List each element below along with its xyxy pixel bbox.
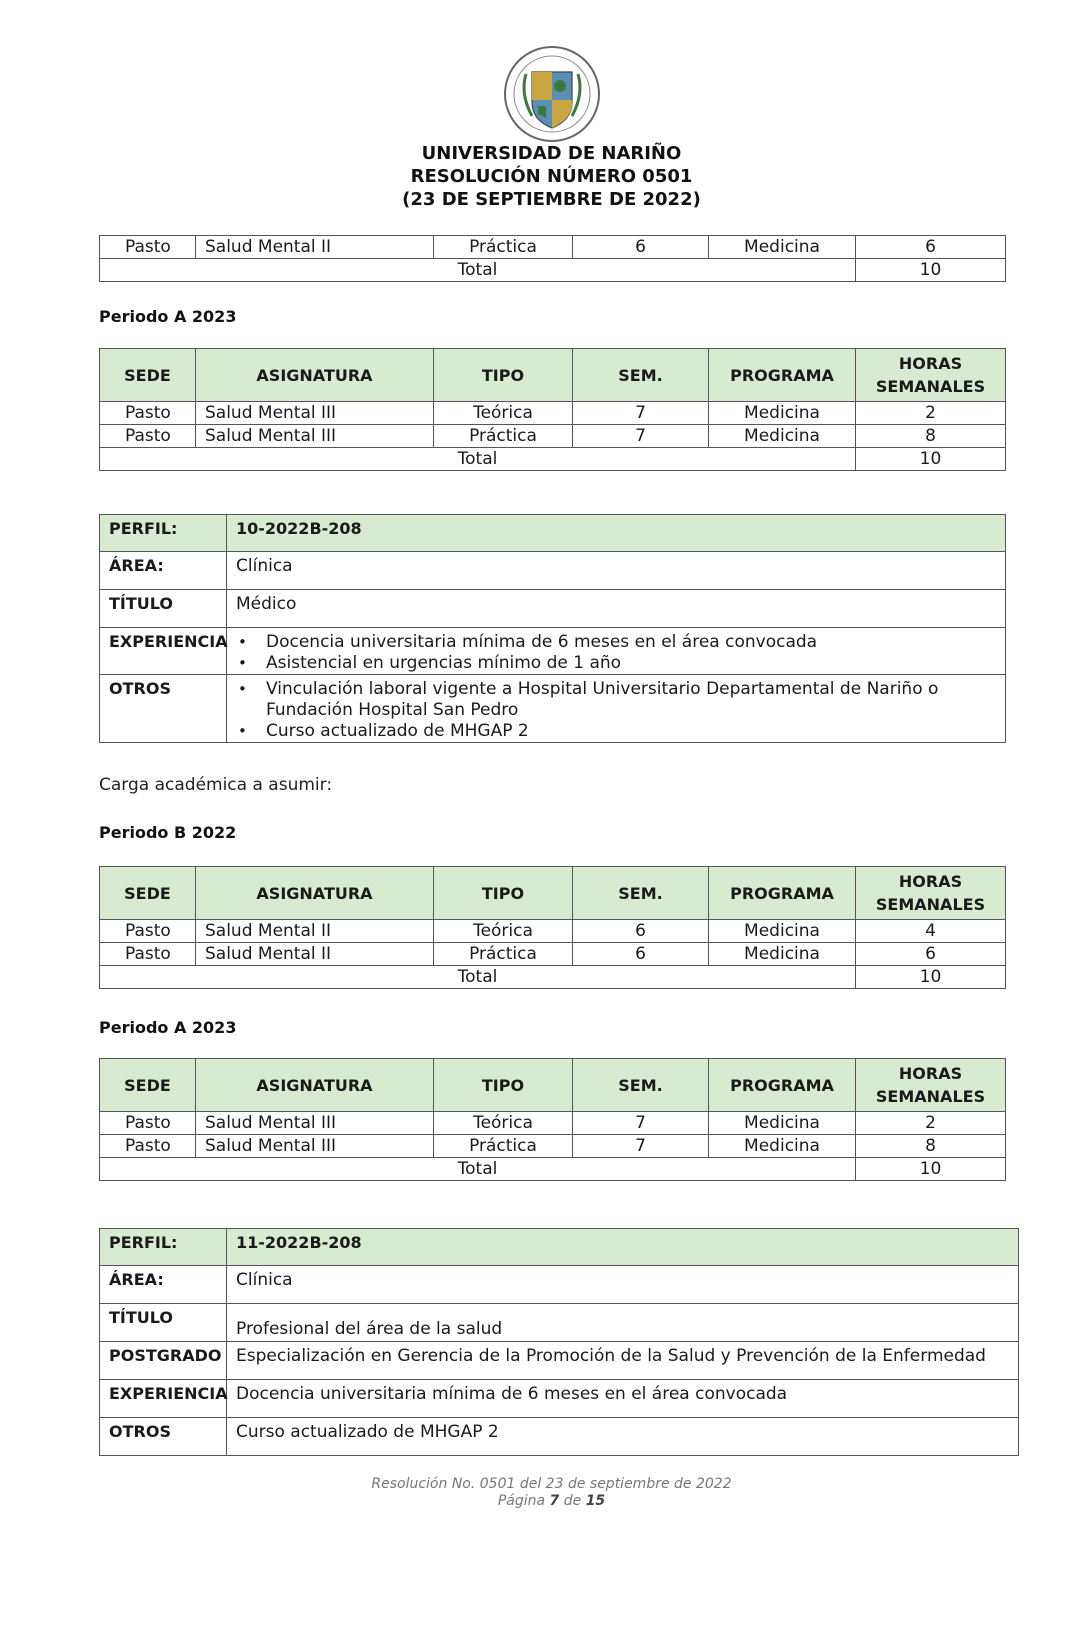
otros-item-1-line-2: Fundación Hospital San Pedro (266, 700, 519, 720)
profile-table-11-2022b-208 (99, 1228, 1019, 1456)
postgrado-label: POSTGRADO (100, 1342, 227, 1380)
table-row (100, 236, 1006, 259)
header-asignatura: ASIGNATURA (196, 349, 434, 402)
total-label: Total (100, 966, 856, 989)
cell-sede: Pasto (100, 236, 196, 259)
header-horas (856, 349, 1006, 402)
titulo-label: TÍTULO (100, 590, 227, 628)
area-label: ÁREA: (100, 552, 227, 590)
header-programa: PROGRAMA (709, 349, 856, 402)
cell-programa: Medicina (709, 425, 856, 448)
table-row (100, 402, 1006, 425)
total-value: 10 (856, 448, 1006, 471)
table-row (100, 425, 1006, 448)
header-sede: SEDE (100, 1059, 196, 1112)
profile-row-experiencia (100, 628, 1006, 675)
total-value: 10 (856, 966, 1006, 989)
area-label: ÁREA: (100, 1266, 227, 1304)
header-resolution-date: (23 DE SEPTIEMBRE DE 2022) (402, 189, 701, 210)
cell-sem: 7 (573, 1135, 709, 1158)
carga-academica-text: Carga académica a asumir: (99, 775, 333, 795)
footer-pagina-label: Página (497, 1493, 546, 1509)
total-row (100, 448, 1006, 471)
cell-tipo: Teórica (434, 402, 573, 425)
perfil-label: PERFIL: (100, 1229, 227, 1266)
header-university: UNIVERSIDAD DE NARIÑO (421, 143, 682, 164)
total-row (100, 1158, 1006, 1181)
header-horas-line1: HORAS (898, 872, 963, 891)
cell-sede: Pasto (100, 1112, 196, 1135)
header-tipo: TIPO (434, 1059, 573, 1112)
cell-tipo: Práctica (434, 943, 573, 966)
cell-sem: 6 (573, 236, 709, 259)
footer-de-label: de (563, 1493, 582, 1509)
profile-row-otros (100, 1418, 1019, 1456)
total-value: 10 (856, 1158, 1006, 1181)
footer-resolution-line (0, 1476, 1068, 1493)
cell-sem: 6 (573, 920, 709, 943)
total-row (100, 966, 1006, 989)
cell-programa: Medicina (709, 236, 856, 259)
header-horas (856, 867, 1006, 920)
table-header-row (100, 349, 1006, 402)
titulo-label: TÍTULO (100, 1304, 227, 1342)
profile-row-area (100, 552, 1006, 590)
profile-row-titulo (100, 1304, 1019, 1342)
titulo-value: Profesional del área de la salud (227, 1304, 1019, 1342)
experiencia-label: EXPERIENCIA (100, 1380, 227, 1418)
total-row (100, 259, 1006, 282)
profile-row-postgrado (100, 1342, 1019, 1380)
area-value: Clínica (227, 552, 1006, 590)
cell-asignatura: Salud Mental III (196, 1135, 434, 1158)
cell-sem: 7 (573, 1112, 709, 1135)
total-label: Total (100, 1158, 856, 1181)
header-sede: SEDE (100, 867, 196, 920)
header-resolution-number: RESOLUCIÓN NÚMERO 0501 (410, 166, 693, 187)
table-row (100, 1112, 1006, 1135)
otros-label: OTROS (100, 675, 227, 743)
list-item: • Curso actualizado de MHGAP 2 (236, 721, 996, 742)
area-value: Clínica (227, 1266, 1019, 1304)
otros-list (227, 675, 1006, 743)
list-item: • Docencia universitaria mínima de 6 meses en el área convocada (236, 632, 996, 653)
cell-tipo: Teórica (434, 1112, 573, 1135)
cell-horas: 8 (856, 425, 1006, 448)
cell-sem: 7 (573, 425, 709, 448)
footer-page-number: 7 (549, 1493, 560, 1509)
cell-tipo: Práctica (434, 236, 573, 259)
header-sem: SEM. (573, 867, 709, 920)
list-item: • Asistencial en urgencias mínimo de 1 año (236, 653, 996, 674)
cell-asignatura: Salud Mental III (196, 425, 434, 448)
table-row (100, 943, 1006, 966)
cell-asignatura: Salud Mental II (196, 236, 434, 259)
cell-horas: 4 (856, 920, 1006, 943)
perfil-value: 10-2022B-208 (227, 515, 1006, 552)
load-table-periodo-b-2022 (99, 866, 1006, 989)
header-horas-line1: HORAS (898, 1064, 963, 1083)
cell-programa: Medicina (709, 920, 856, 943)
profile-row-titulo (100, 590, 1006, 628)
perfil-value: 11-2022B-208 (227, 1229, 1019, 1266)
profile-row-otros (100, 675, 1006, 743)
experiencia-label: EXPERIENCIA (100, 628, 227, 675)
cell-tipo: Práctica (434, 1135, 573, 1158)
postgrado-value: Especialización en Gerencia de la Promoción de la Salud y Prevención de la Enfermedad (227, 1342, 1019, 1380)
header-sem: SEM. (573, 1059, 709, 1112)
header-horas-line2: SEMANALES (875, 1087, 986, 1106)
cell-asignatura: Salud Mental III (196, 1112, 434, 1135)
experiencia-list (227, 628, 1006, 675)
header-horas-line2: SEMANALES (875, 377, 986, 396)
profile-row-experiencia (100, 1380, 1019, 1418)
section-title: Periodo B 2022 (99, 823, 237, 842)
cell-sede: Pasto (100, 402, 196, 425)
header-horas-line2: SEMANALES (875, 895, 986, 914)
cell-sede: Pasto (100, 920, 196, 943)
footer-page-total: 15 (585, 1493, 606, 1509)
cell-tipo: Teórica (434, 920, 573, 943)
cell-programa: Medicina (709, 402, 856, 425)
perfil-label: PERFIL: (100, 515, 227, 552)
document-header (0, 142, 1068, 211)
header-tipo: TIPO (434, 349, 573, 402)
cell-horas: 6 (856, 236, 1006, 259)
profile-table-10-2022b-208 (99, 514, 1006, 743)
section-title: Periodo A 2023 (99, 307, 237, 326)
load-table-periodo-a-2023-second (99, 1058, 1006, 1181)
experiencia-value: Docencia universitaria mínima de 6 meses en el área convocada (227, 1380, 1019, 1418)
otros-item-1-line-1: Vinculación laboral vigente a Hospital Universitario Departamental de Nariño o (266, 679, 939, 699)
table-row (100, 1135, 1006, 1158)
header-asignatura: ASIGNATURA (196, 867, 434, 920)
list-item (236, 679, 996, 721)
cell-horas: 2 (856, 1112, 1006, 1135)
load-table-periodo-a-2023 (99, 348, 1006, 471)
load-table-fragment (99, 235, 1006, 282)
header-horas-line1: HORAS (898, 354, 963, 373)
cell-sem: 7 (573, 402, 709, 425)
total-value: 10 (856, 259, 1006, 282)
cell-sede: Pasto (100, 1135, 196, 1158)
otros-label: OTROS (100, 1418, 227, 1456)
page-footer (0, 1476, 1068, 1510)
cell-horas: 8 (856, 1135, 1006, 1158)
cell-asignatura: Salud Mental II (196, 943, 434, 966)
cell-tipo: Práctica (434, 425, 573, 448)
cell-programa: Medicina (709, 943, 856, 966)
total-label: Total (100, 448, 856, 471)
cell-sede: Pasto (100, 425, 196, 448)
section-title: Periodo A 2023 (99, 1018, 237, 1037)
header-sem: SEM. (573, 349, 709, 402)
profile-row-perfil (100, 515, 1006, 552)
header-horas (856, 1059, 1006, 1112)
cell-horas: 6 (856, 943, 1006, 966)
cell-asignatura: Salud Mental II (196, 920, 434, 943)
header-tipo: TIPO (434, 867, 573, 920)
footer-resolution-date: 0501 del 23 de septiembre de 2022 (479, 1476, 732, 1492)
cell-asignatura: Salud Mental III (196, 402, 434, 425)
cell-sede: Pasto (100, 943, 196, 966)
profile-row-perfil (100, 1229, 1019, 1266)
cell-sem: 6 (573, 943, 709, 966)
university-seal-logo (502, 44, 602, 144)
table-header-row (100, 1059, 1006, 1112)
cell-programa: Medicina (709, 1112, 856, 1135)
cell-horas: 2 (856, 402, 1006, 425)
otros-value: Curso actualizado de MHGAP 2 (227, 1418, 1019, 1456)
titulo-value: Médico (227, 590, 1006, 628)
header-asignatura: ASIGNATURA (196, 1059, 434, 1112)
footer-prefix: Resolución No. (371, 1476, 476, 1492)
table-header-row (100, 867, 1006, 920)
cell-programa: Medicina (709, 1135, 856, 1158)
table-row (100, 920, 1006, 943)
total-label: Total (100, 259, 856, 282)
header-programa: PROGRAMA (709, 1059, 856, 1112)
profile-row-area (100, 1266, 1019, 1304)
footer-page-line (0, 1493, 1068, 1510)
header-programa: PROGRAMA (709, 867, 856, 920)
header-sede: SEDE (100, 349, 196, 402)
